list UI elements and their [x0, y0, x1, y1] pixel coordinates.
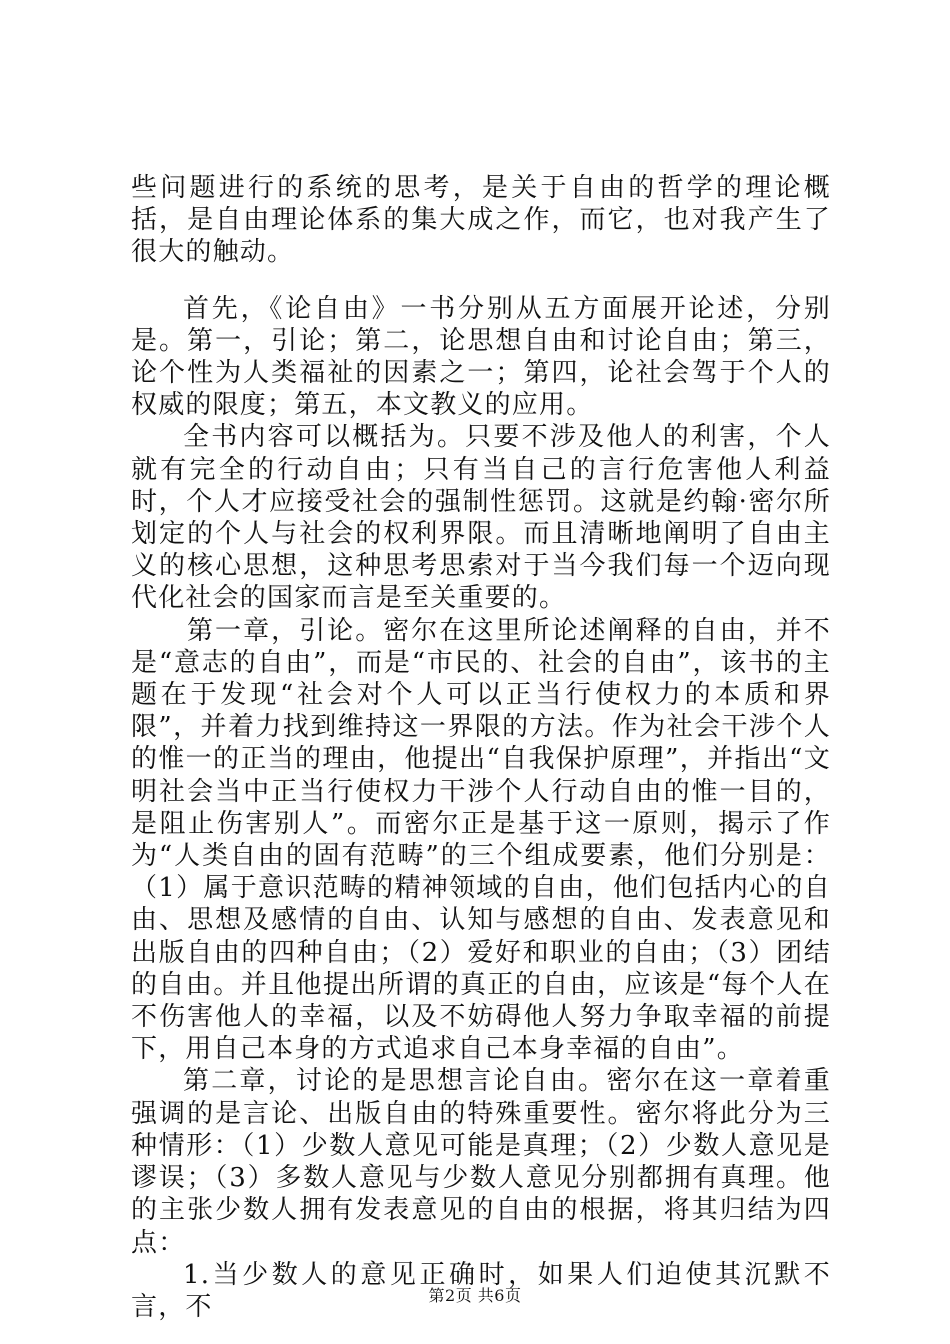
paragraph-chapter-one: 第一章，引论。密尔在这里所论述阐释的自由，并不是“意志的自由”，而是“市民的、社会的自由”，该书的主题在于发现“社会对个人可以正当行使权力的本质和界限”，并着力找到维持这一界限的方法。作为社会干涉个人的惟一的正当的理由，他提出“自我保护原理”，并指出“文明社会当中正当行使权力干涉个人行动自由的惟一目的，是阻止伤害别人”。而密尔正是基于这一原则，揭示了作为“人类自由的固有范畴”的三个组成要素，他们分别是：（1）属于意识范畴的精神领域的自由，他们包括内心的自由、思想及感情的自由、认知与感想的自由、发表意见和出版自由的四种自由；（2）爱好和职业的自由；（3）团结的自由。并且他提出所谓的真正的自由，应该是“每个人在不伤害他人的幸福，以及不妨碍他人努力争取幸福的前提下，用自己本身的方式追求自己本身幸福的自由”。 — [131, 615, 831, 1065]
paragraph-point-one: 1.当少数人的意见正确时，如果人们迫使其沉默不言，不 — [131, 1259, 831, 1322]
paragraph-summary: 全书内容可以概括为。只要不涉及他人的利害，个人就有完全的行动自由；只有当自己的言行危害他人利益时，个人才应接受社会的强制性惩罚。这就是约翰·密尔所划定的个人与社会的权利界限。而且清晰地阐明了自由主义的核心思想，这种思考思索对于当今我们每一个迈向现代化社会的国家而言是至关重要的。 — [131, 422, 831, 614]
paragraph-chapter-two: 第二章，讨论的是思想言论自由。密尔在这一章着重强调的是言论、出版自由的特殊重要性。密尔将此分为三种情形：（1）少数人意见可能是真理；（2）少数人意见是谬误；（3）多数人意见与少数人意见分别都拥有真理。他的主张少数人拥有发表意见的自由的根据，将其归结为四点： — [131, 1066, 831, 1258]
page-number-footer: 第2页 共6页 — [428, 1286, 522, 1305]
document-body — [131, 172, 831, 1323]
paragraph-continuation: 些问题进行的系统的思考，是关于自由的哲学的理论概括，是自由理论体系的集大成之作，而它，也对我产生了很大的触动。 — [131, 173, 831, 268]
paragraph-overview: 首先，《论自由》一书分别从五方面展开论述，分别是。第一，引论；第二，论思想自由和讨论自由；第三，论个性为人类福祉的因素之一；第四，论社会驾于个人的权威的限度；第五，本文教义的应用。 — [131, 293, 831, 421]
